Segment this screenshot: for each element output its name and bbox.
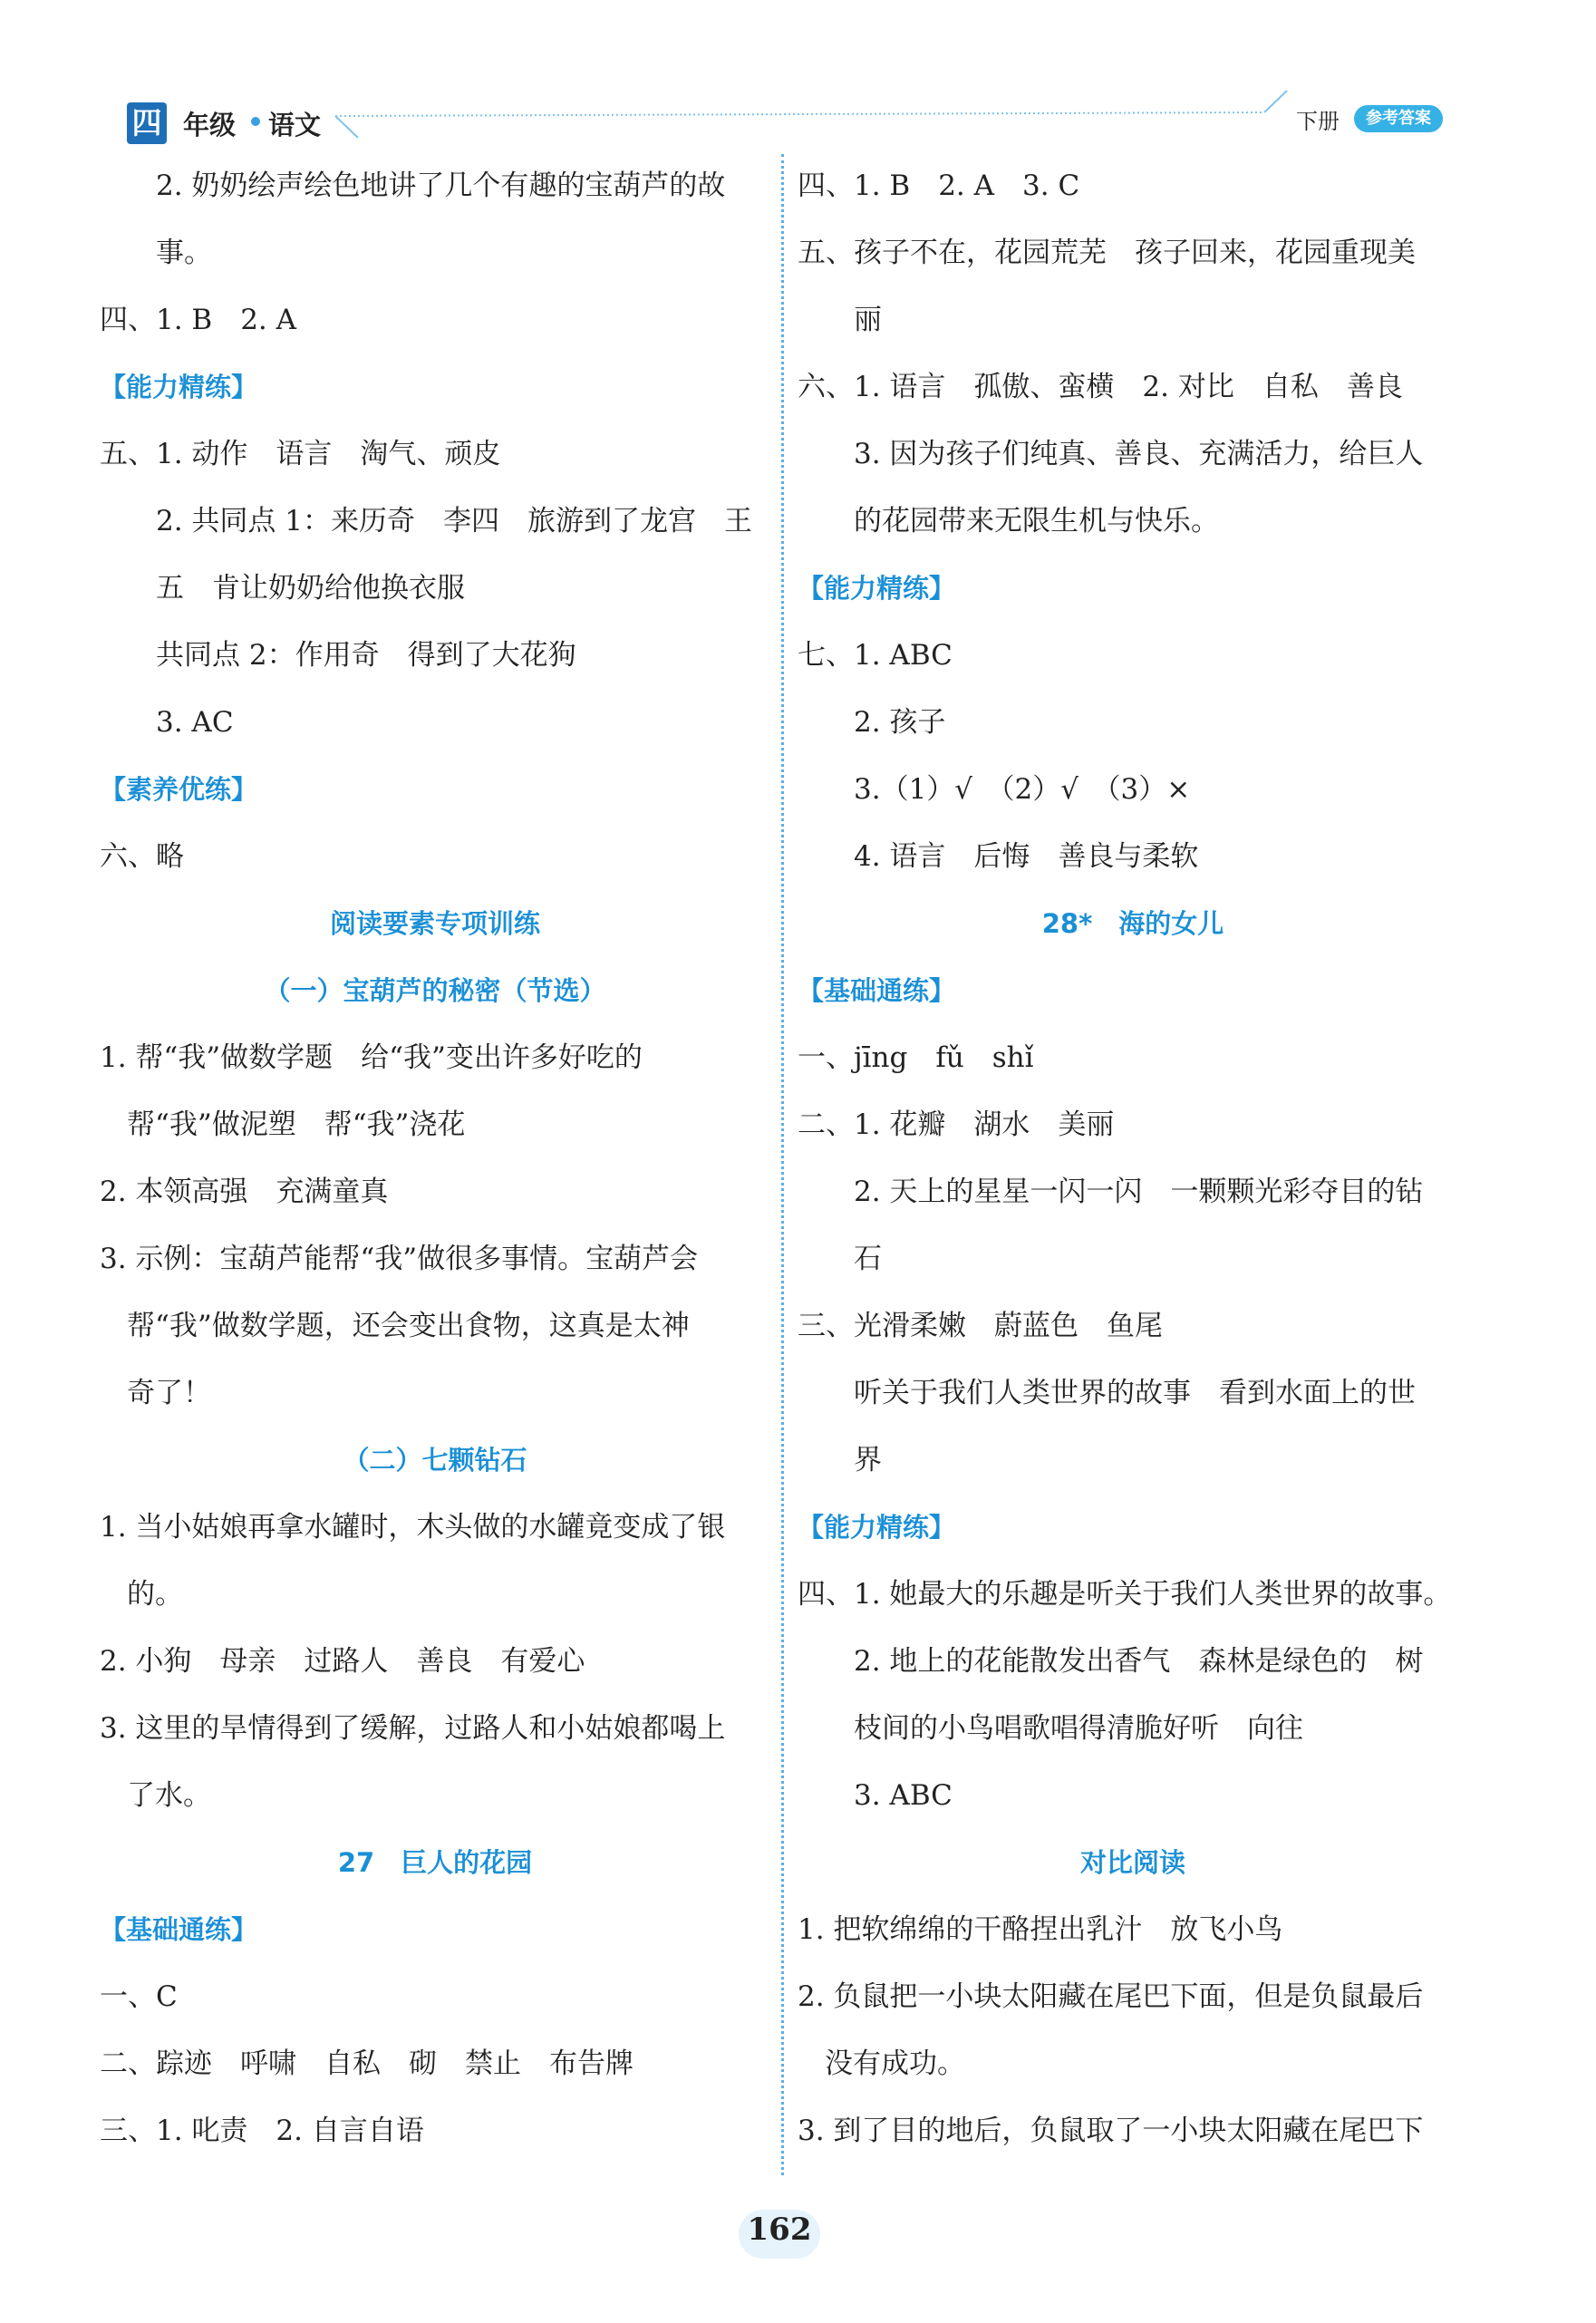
answer-line: 的花园带来无限生机与快乐。 [854,505,1219,537]
page-header [0,0,1596,163]
answer-line: 3. 因为孩子们纯真、善良、充满活力，给巨人 [854,438,1424,470]
subject-label: 语文 [268,110,322,140]
answer-line: 3.（1）√ （2）√ （3）× [854,773,1191,806]
answer-line: 2. 奶奶绘声绘色地讲了几个有趣的宝葫芦的故 [156,169,726,202]
answer-line: 3. 示例：宝葫芦能帮“我”做很多事情。宝葫芦会 [100,1243,699,1275]
volume-label: 下册 [1296,109,1340,134]
answer-line: 三、1. 叱责 2. 自言自语 [100,2115,424,2147]
answer-line: 七、1. ABC [798,639,953,672]
answer-line: 帮“我”做数学题，还会变出食物，这真是太神 [127,1310,690,1342]
section-heading: 【素养优练】 [100,774,258,805]
lesson-title: 阅读要素专项训练 [329,908,540,939]
answer-line: 1. 当小姑娘再拿水罐时，木头做的水罐竟变成了银 [100,1511,726,1544]
answer-line: 事。 [156,237,212,269]
answer-line: 了水。 [127,1779,211,1812]
answer-line: 奇了！ [127,1377,211,1409]
answer-line: 丽 [854,304,882,336]
lesson-title: 27 巨人的花园 [337,1847,533,1878]
section-heading: 【能力精练】 [100,372,258,402]
lesson-title: 28* 海的女儿 [1041,908,1224,939]
answer-line: 六、略 [100,840,184,873]
lesson-title: （一）宝葫芦的秘密（节选） [264,975,606,1006]
answer-line: 2. 负鼠把一小块太阳藏在尾巴下面，但是负鼠最后 [798,1980,1424,2013]
answer-line: 共同点 2：作用奇 得到了大花狗 [156,639,576,672]
answer-line: 四、1. B 2. A 3. C [798,169,1080,202]
answer-line: 一、jīng fǔ shǐ [798,1041,1034,1074]
grade-label: 年级 [183,110,237,140]
answer-line: 3. 这里的旱情得到了缓解，过路人和小姑娘都喝上 [100,1712,726,1745]
answer-line: 2. 共同点 1：来历奇 李四 旅游到了龙宫 王 [156,505,753,537]
answer-line: 1. 帮“我”做数学题 给“我”变出许多好吃的 [100,1041,643,1074]
answer-line: 3. 到了目的地后，负鼠取了一小块太阳藏在尾巴下 [798,2115,1424,2147]
grade-badge: 四 [127,102,167,144]
left-column [100,152,770,2164]
section-heading: 【基础通练】 [798,975,956,1006]
answer-line: 一、C [100,1980,178,2013]
answer-line: 帮“我”做泥塑 帮“我”浇花 [127,1108,466,1141]
answer-line: 2. 小狗 母亲 过路人 善良 有爱心 [100,1645,585,1678]
answer-line: 听关于我们人类世界的故事 看到水面上的世 [854,1377,1416,1409]
column-divider [781,154,784,2175]
right-column [798,152,1468,2164]
lesson-title: 对比阅读 [1079,1847,1185,1878]
header-rule [0,0,1596,163]
answer-line: 2. 本领高强 充满童真 [100,1176,389,1208]
answer-line: 四、1. B 2. A [100,304,297,336]
answer-line: 石 [854,1243,882,1275]
answer-line: 三、光滑柔嫩 蔚蓝色 鱼尾 [798,1310,1163,1342]
answer-line: 3. AC [156,706,234,739]
answer-line: 4. 语言 后悔 善良与柔软 [854,840,1199,873]
answer-line: 没有成功。 [825,2047,965,2080]
answer-key-badge: 参考答案 [1354,105,1443,132]
section-heading: 【能力精练】 [798,573,956,604]
answer-line: 2. 地上的花能散发出香气 森林是绿色的 树 [854,1645,1424,1678]
lesson-title: （二）七颗钻石 [343,1445,527,1476]
answer-line: 1. 把软绵绵的干酪捏出乳汁 放飞小鸟 [798,1913,1283,1946]
section-heading: 【能力精练】 [798,1512,956,1543]
answer-line: 二、踪迹 呼啸 自私 砌 禁止 布告牌 [100,2047,634,2080]
answer-line: 五、1. 动作 语言 淘气、顽皮 [100,438,501,470]
answer-line: 五、孩子不在，花园荒芜 孩子回来，花园重现美 [798,237,1416,269]
answer-line: 界 [854,1444,882,1476]
answer-line: 二、1. 花瓣 湖水 美丽 [798,1108,1115,1141]
answer-line: 的。 [127,1578,183,1611]
answer-line: 2. 孩子 [854,706,946,739]
answer-line: 四、1. 她最大的乐趣是听关于我们人类世界的故事。 [798,1578,1452,1611]
page-number: 162 [747,2212,812,2248]
answer-line: 五 肯让奶奶给他换衣服 [156,572,465,605]
answer-line: 3. ABC [854,1779,953,1812]
answer-line: 2. 天上的星星一闪一闪 一颗颗光彩夺目的钻 [854,1176,1424,1208]
section-heading: 【基础通练】 [100,1914,258,1945]
answer-line: 枝间的小鸟唱歌唱得清脆好听 向往 [854,1712,1303,1745]
answer-line: 六、1. 语言 孤傲、蛮横 2. 对比 自私 善良 [798,371,1403,403]
